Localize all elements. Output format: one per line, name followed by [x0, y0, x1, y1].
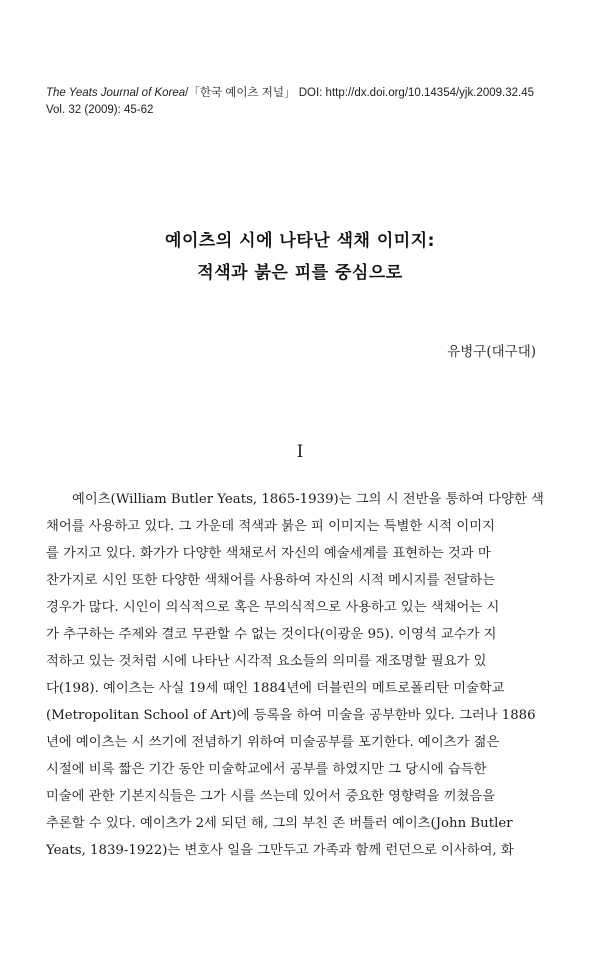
body-line: 시절에 비록 짧은 기간 동안 미술학교에서 공부를 하였지만 그 당시에 습득한 [46, 762, 487, 777]
journal-citation-line [46, 85, 566, 102]
body-line: 미술에 관한 기본지식들은 그가 시를 쓰는데 있어서 중요한 영향력을 끼쳤음을 [46, 789, 496, 804]
paper-title-line-2: 적색과 붉은 피를 중심으로 [197, 263, 403, 283]
author-affiliation: 유병구(대구대) [447, 344, 536, 360]
volume-info: Vol. 32 (2009): 45-62 [46, 104, 154, 116]
body-line: 경우가 많다. 시인이 의식적으로 혹은 무의식적으로 사용하고 있는 색채어는 시 [46, 600, 500, 615]
body-line: 가 추구하는 주제와 결코 무관할 수 없는 것이다(이광운 95). 이영석 교수가 지 [46, 627, 497, 642]
paper-title-line-1: 예이츠의 시에 나타난 색채 이미지: [165, 231, 435, 251]
body-line: Yeats, 1839-1922)는 변호사 일을 그만두고 가족과 함께 런던으로 이사하여, 화 [46, 843, 514, 858]
body-line: 채어를 사용하고 있다. 그 가운데 적색과 붉은 피 이미지는 특별한 시적 이미지 [46, 519, 495, 534]
journal-header [46, 85, 566, 119]
body-paragraph [46, 486, 554, 864]
body-line: 추론할 수 있다. 예이츠가 2세 되던 해, 그의 부친 존 버틀러 예이츠(John Butler [46, 816, 513, 831]
body-line: 를 가지고 있다. 화가가 다양한 색채로서 자신의 예술세계를 표현하는 것과 마 [46, 546, 491, 561]
journal-korean-name: /「한국 예이츠 저널」 [185, 87, 296, 99]
body-line: (Metropolitan School of Art)에 등록을 하여 미술을 공부한바 있다. 그러나 1886 [46, 708, 536, 723]
doi-text: DOI: http://dx.doi.org/10.14354/yjk.2009.32.45 [295, 87, 534, 99]
body-line: 다(198). 예이츠는 사실 19세 때인 1884년에 더블린의 메트로폴리탄 미술학교 [46, 681, 505, 696]
body-line: 예이츠(William Butler Yeats, 1865-1939)는 그의 시 전반을 통하여 다양한 색 [72, 492, 544, 507]
journal-name: The Yeats Journal of Korea [46, 87, 186, 99]
body-line: 적하고 있는 것처럼 시에 나타난 시각적 요소들의 의미를 재조명할 필요가 있 [46, 654, 487, 669]
body-line: 찬가지로 시인 또한 다양한 색채어를 사용하여 자신의 시적 메시지를 전달하는 [46, 573, 496, 588]
body-line: 년에 예이츠는 시 쓰기에 전념하기 위하여 미술공부를 포기한다. 예이츠가 젊은 [46, 735, 500, 750]
section-heading: I [296, 442, 304, 462]
